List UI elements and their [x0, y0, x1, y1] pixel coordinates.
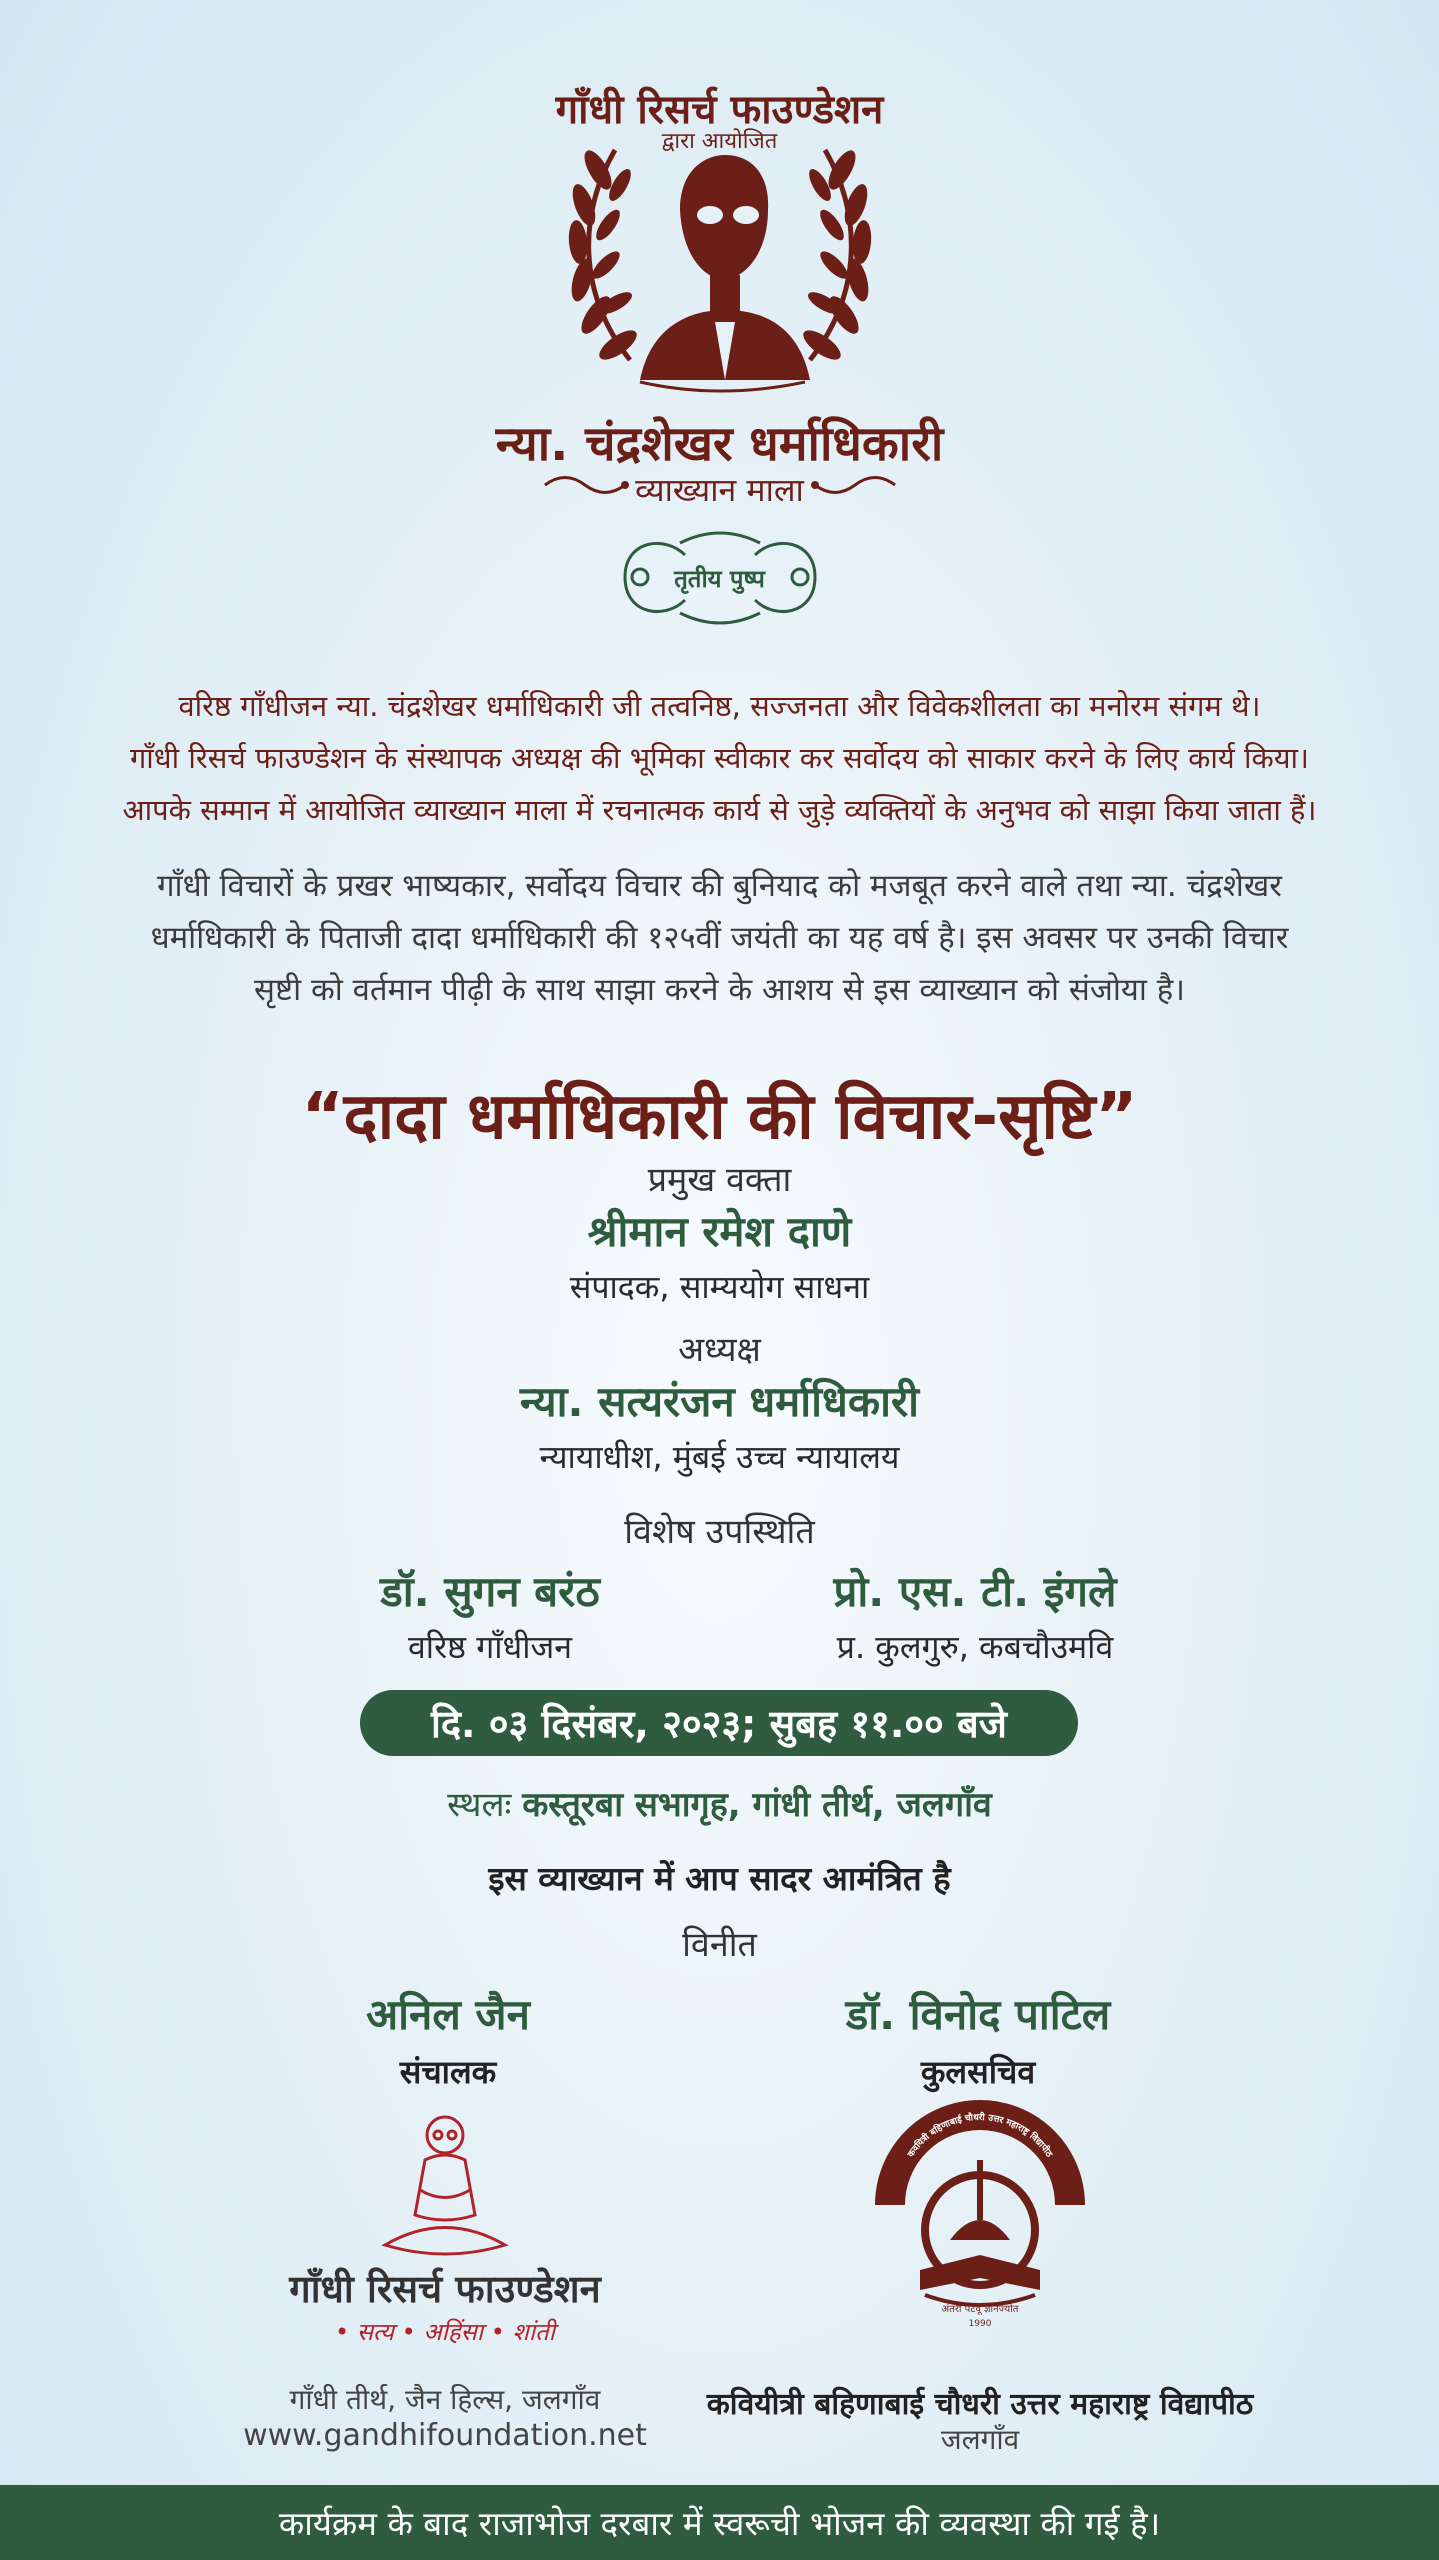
- venue-line: [0, 1780, 1439, 1826]
- venue-place: कस्तूरबा सभागृह, गांधी तीर्थ, जलगाँव: [522, 1785, 992, 1825]
- lecture-honoree-name: न्या. चंद्रशेखर धर्माधिकारी: [495, 416, 944, 472]
- speaker-name: श्रीमान रमेश दाणे: [587, 1207, 852, 1256]
- speaker-designation: संपादक, साम्ययोग साधना: [569, 1268, 870, 1306]
- foundation-arc-text: गाँधी रिसर्च फाउण्डेशन: [555, 87, 884, 133]
- paragraph-line: गाँधी विचारों के प्रखर भाष्यकार, सर्वोदय विचार की बुनियाद को मजबूत करने वाले तथा न्या. चंद्रशेखर: [157, 868, 1282, 904]
- signatory-role: कुलसचिव: [920, 2053, 1036, 2091]
- guest-designation: प्र. कुलगुरु, कबचौउमवि: [836, 1628, 1114, 1666]
- guest-name: प्रो. एस. टी. इंगले: [833, 1567, 1117, 1616]
- intro-line: आपके सम्मान में आयोजित व्याख्यान माला में रचनात्मक कार्य से जुड़े व्यक्तियों के अनुभव को साझा किया जाता हैं।: [122, 793, 1317, 827]
- intro-line: वरिष्ठ गाँधीजन न्या. चंद्रशेखर धर्माधिकारी जी तत्वनिष्ठ, सज्जनता और विवेकशीलता का मनोरम संगम थे।: [178, 689, 1261, 723]
- lecture-topic: “दादा धर्माधिकारी की विचार-सृष्टि”: [301, 1080, 1138, 1154]
- organized-by-text: द्वारा आयोजित: [661, 129, 778, 154]
- footer-note: कार्यक्रम के बाद राजाभोज दरबार में स्वरूची भोजन की व्यवस्था की गई है।: [0, 2485, 1439, 2560]
- venue-label: स्थलः: [447, 1785, 512, 1825]
- intro-line: गाँधी रिसर्च फाउण्डेशन के संस्थापक अध्यक्ष की भूमिका स्वीकार कर सर्वोदय को साकार करने के लिए कार्य किया।: [129, 741, 1310, 775]
- special-presence-label: विशेष उपस्थिति: [624, 1512, 815, 1552]
- university-city: जलगाँव: [940, 2423, 1020, 2456]
- chair-designation: न्यायाधीश, मुंबई उच्च न्यायालय: [539, 1438, 900, 1476]
- guest-designation: वरिष्ठ गाँधीजन: [408, 1628, 572, 1666]
- signatory-role: संचालक: [399, 2053, 497, 2091]
- university-seal-motto: अंतरी पेटवू ज्ञानज्योत: [941, 2304, 1019, 2315]
- signatory-name: डॉ. विनोद पाटिल: [845, 1990, 1111, 2039]
- signatory-name: अनिल जैन: [366, 1990, 530, 2039]
- chair-name: न्या. सत्यरंजन धर्माधिकारी: [519, 1377, 920, 1426]
- paragraph-line: धर्माधिकारी के पिताजी दादा धर्माधिकारी की १२५वीं जयंती का यह वर्ष है। इस अवसर पर उनकी विचार: [150, 920, 1289, 956]
- edition-label: तृतीय पुष्प: [674, 565, 765, 593]
- guest-block: [250, 1562, 730, 1668]
- description-paragraph: [0, 860, 1439, 1016]
- vinit-label: विनीत: [682, 1925, 757, 1965]
- paragraph-line: सृष्टी को वर्तमान पीढ़ी के साथ साझा करने के आशय से इस व्याख्यान को संजोया है।: [254, 972, 1185, 1008]
- university-name: कवियीत्री बहिणाबाई चौधरी उत्तर महाराष्ट्र विद्यापीठ: [706, 2387, 1254, 2422]
- flourish-right-icon: [810, 470, 900, 500]
- lecture-series-title: व्याख्यान माला: [635, 471, 804, 509]
- speaker-label: प्रमुख वक्ता: [647, 1160, 792, 1200]
- gandhi-foundation-tagline: • सत्य • अहिंसा • शांती: [335, 2318, 555, 2346]
- flourish-left-icon: [540, 470, 630, 500]
- guest-name: डॉ. सुगन बरंठ: [380, 1567, 600, 1616]
- signatory-block: [208, 1985, 688, 2093]
- invitation-text: इस व्याख्यान में आप सादर आमंत्रित है: [488, 1859, 951, 1898]
- guest-block: [735, 1562, 1215, 1668]
- chair-label: अध्यक्ष: [678, 1330, 761, 1370]
- event-date-badge: दि. ०३ दिसंबर, २०२३; सुबह ११.०० बजे: [360, 1690, 1078, 1756]
- gandhi-foundation-address: गाँधी तीर्थ, जैन हिल्स, जलगाँव: [289, 2383, 601, 2416]
- university-seal-year: 1990: [968, 2319, 992, 2329]
- gandhi-foundation-name: गाँधी रिसर्च फाउण्डेशन: [289, 2267, 601, 2311]
- university-seal-arc-text: कवयित्री बहिणाबाई चौधरी उत्तर महाराष्ट्र विद्यापीठ: [906, 2112, 1054, 2160]
- gandhi-foundation-logo-icon: [365, 2105, 525, 2265]
- signatory-block: [738, 1985, 1218, 2093]
- intro-text: [0, 680, 1439, 836]
- university-seal-icon: [870, 2100, 1090, 2330]
- gandhi-foundation-website: www.gandhifoundation.net: [243, 2418, 647, 2453]
